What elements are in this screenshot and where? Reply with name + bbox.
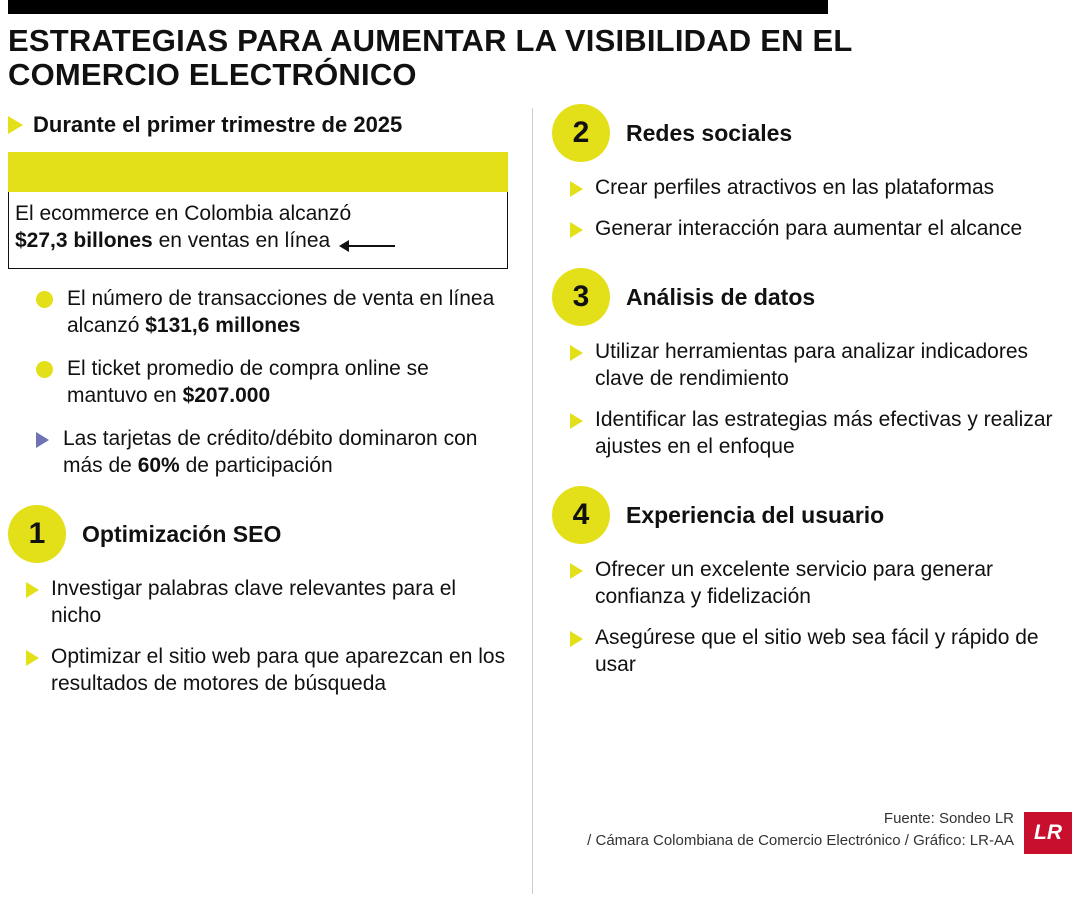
section-header-4 bbox=[552, 486, 1072, 544]
dot-bullet-icon bbox=[36, 291, 53, 308]
list-item bbox=[570, 624, 1072, 678]
page-title: ESTRATEGIAS PARA AUMENTAR LA VISIBILIDAD EN EL COMERCIO ELECTRÓNICO bbox=[8, 23, 852, 92]
section-title: Experiencia del usuario bbox=[626, 501, 885, 528]
list-item-text bbox=[63, 425, 493, 479]
list-item bbox=[570, 174, 1072, 201]
list-item-value: 60% bbox=[137, 454, 180, 477]
list-item bbox=[8, 355, 520, 409]
source-line-1: Fuente: Sondeo LR bbox=[883, 810, 1014, 827]
triangle-bullet-icon bbox=[8, 116, 23, 134]
list-item bbox=[570, 406, 1072, 460]
list-item bbox=[570, 556, 1072, 610]
list-item-text-after: de participación bbox=[179, 454, 333, 477]
triangle-bullet-icon bbox=[570, 181, 583, 197]
list-item-text: Generar interacción para aumentar el alcance bbox=[595, 217, 1023, 240]
triangle-bullet-icon bbox=[570, 413, 583, 429]
section-title: Análisis de datos bbox=[626, 283, 816, 310]
section-number-badge: 3 bbox=[552, 268, 610, 326]
triangle-bullet-icon bbox=[570, 563, 583, 579]
highlight-line-2-rest: en ventas en línea bbox=[152, 229, 331, 252]
list-item-text: Investigar palabras clave relevantes para el nicho bbox=[51, 577, 457, 627]
triangle-bullet-icon bbox=[570, 222, 583, 238]
section-3-items bbox=[570, 338, 1072, 460]
list-item-text: Optimizar el sitio web para que aparezcan en los resultados de motores de búsqueda bbox=[51, 645, 506, 695]
section-header-1 bbox=[8, 505, 520, 563]
top-black-rule bbox=[8, 0, 828, 14]
source-line-2: / Cámara Colombiana de Comercio Electrónico / Gráfico: LR-AA bbox=[587, 832, 1014, 849]
section-title: Optimización SEO bbox=[82, 520, 282, 547]
triangle-bullet-icon bbox=[26, 582, 39, 598]
section-1-items bbox=[26, 575, 520, 697]
list-item bbox=[8, 285, 520, 339]
left-column bbox=[8, 112, 520, 711]
list-item bbox=[26, 643, 520, 697]
section-header-3 bbox=[552, 268, 1072, 326]
highlight-text bbox=[9, 192, 507, 268]
highlight-value: $27,3 billones bbox=[15, 229, 153, 252]
section-number-badge: 4 bbox=[552, 486, 610, 544]
list-item-text: Ofrecer un excelente servicio para generar confianza y fidelización bbox=[595, 558, 994, 608]
list-item bbox=[8, 425, 520, 479]
dot-bullet-icon bbox=[36, 361, 53, 378]
list-item-text bbox=[67, 285, 497, 339]
section-title: Redes sociales bbox=[626, 119, 793, 146]
list-item-value: $207.000 bbox=[182, 384, 271, 407]
highlight-line-2 bbox=[15, 227, 501, 254]
right-column bbox=[552, 104, 1072, 692]
list-item-text: Crear perfiles atractivos en las plataformas bbox=[595, 176, 995, 199]
list-item-text-before: Las tarjetas de crédito/débito dominaron con más de bbox=[63, 427, 478, 477]
list-item-text: Utilizar herramientas para analizar indicadores clave de rendimiento bbox=[595, 340, 1029, 390]
list-item-text-before: El número de transacciones de venta en línea alcanzó bbox=[67, 287, 495, 337]
triangle-bullet-icon bbox=[26, 650, 39, 666]
section-number-badge: 2 bbox=[552, 104, 610, 162]
left-bullet-list bbox=[8, 285, 520, 479]
column-divider bbox=[532, 108, 533, 894]
triangle-bullet-icon bbox=[570, 631, 583, 647]
list-item bbox=[570, 215, 1072, 242]
list-item bbox=[26, 575, 520, 629]
highlight-yellow-bar bbox=[8, 152, 508, 192]
list-item-text bbox=[67, 355, 497, 409]
triangle-bullet-icon bbox=[36, 432, 49, 448]
list-item-text-before: El ticket promedio de compra online se mantuvo en bbox=[67, 357, 429, 407]
section-4-items bbox=[570, 556, 1072, 678]
left-arrow-icon bbox=[339, 240, 395, 252]
list-item-value: $131,6 millones bbox=[145, 314, 301, 337]
list-item-text: Identificar las estrategias más efectivas y realizar ajustes en el enfoque bbox=[595, 408, 1053, 458]
triangle-bullet-icon bbox=[570, 345, 583, 361]
highlight-line-1: El ecommerce en Colombia alcanzó bbox=[15, 202, 352, 225]
list-item bbox=[570, 338, 1072, 392]
highlight-box bbox=[8, 152, 508, 269]
left-subtitle-row bbox=[8, 112, 520, 138]
section-number-badge: 1 bbox=[8, 505, 66, 563]
section-header-2 bbox=[552, 104, 1072, 162]
list-item-text: Asegúrese que el sitio web sea fácil y rápido de usar bbox=[595, 626, 1039, 676]
source-note bbox=[544, 808, 1014, 852]
left-subtitle: Durante el primer trimestre de 2025 bbox=[33, 112, 403, 137]
section-2-items bbox=[570, 174, 1072, 242]
lr-logo: LR bbox=[1024, 812, 1072, 854]
